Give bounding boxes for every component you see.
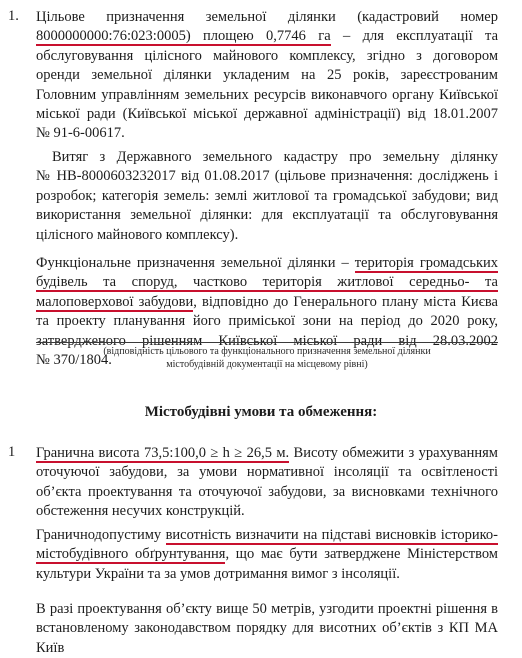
text-line: та проекту планування його приміської зони на період до 2020 року, xyxy=(36,313,498,330)
text-line: використання земельної ділянки: для експлуатації та обслуговування xyxy=(36,207,498,224)
historical-justification-highlight: висотність визначити на підставі висновків історико- xyxy=(165,527,498,543)
text-line: 8000000000:76:023:0005) площею 0,7746 га – для експлуатації та xyxy=(36,28,499,45)
text-line: Гранична висота 73,5:100,0 ≥ h ≥ 26,5 м. Висоту обмежити з урахуванням xyxy=(36,445,498,461)
text-line: містобудівного обґрунтування, що має бути затверджене Міністерством xyxy=(36,546,498,563)
functional-zone-highlight: малоповерхової забудови xyxy=(36,293,194,310)
text-line: Головним управлінням земельних ресурсів виконавчого органу Київської xyxy=(36,86,498,103)
text-line: малоповерхової забудови, відповідно до Генерального плану міста Києва xyxy=(36,293,498,310)
text-line: оренди земельної ділянки укладеним на 25 років, зареєстрованим xyxy=(36,67,498,84)
text-line: Витяг з Державного земельного кадастру про земельну ділянку xyxy=(52,149,498,165)
text-line: № 91-6-00617. xyxy=(36,125,125,142)
text-line: обслуговування цілісного майнового комплексу, згідно з договором xyxy=(36,47,498,64)
text-line: № 370/1804. xyxy=(36,351,112,368)
functional-zone-highlight: територія громадських xyxy=(354,255,499,271)
text-line: об’єкта проектування та оточуючої забудови, за висновками технічного xyxy=(36,483,498,500)
paragraph-high-rise xyxy=(36,600,498,656)
text-line: оточуючої забудови, за умови нормативної інсоляції та освітленості xyxy=(36,464,498,481)
text-line: розробок; категорія земель: землі житлової та громадської забудови; вид xyxy=(36,187,498,204)
cadastral-area-highlight: 8000000000:76:023:0005) площею 0,7746 га xyxy=(36,28,331,45)
text-line: обстеження несучих конструкцій. xyxy=(36,503,245,520)
historical-justification-highlight: містобудівного обґрунтування xyxy=(36,546,226,563)
functional-zone-highlight: будівель та споруд, частково територія житлової середньо- та xyxy=(36,274,498,291)
paragraph-height-limit xyxy=(36,444,498,522)
text-line: Цільове призначення земельної ділянки (кадастровий номер xyxy=(36,9,498,25)
text-line: В разі проектування об’єкту вище 50 метрів, узгодити проектні рішення в xyxy=(36,601,498,617)
text-line: культури України та за умов дотримання вимог з інсоляції. xyxy=(36,565,400,582)
paragraph-purpose xyxy=(36,8,498,144)
caption xyxy=(36,345,498,371)
item-number: 1 xyxy=(8,444,16,460)
section-heading: Містобудівні умови та обмеження: xyxy=(144,404,378,420)
text-line: Граничнодопустиму висотність визначити на підставі висновків історико- xyxy=(36,527,498,543)
text-line: встановленому законодавством порядку для висотних об’єктів з КП МА Київ xyxy=(36,620,498,656)
text-line xyxy=(36,273,498,292)
text-line: Функціональне призначення земельної ділянки – територія громадських xyxy=(36,255,499,271)
text-line: міської ради (Київської міської державної адміністрації) від 18.01.2007 xyxy=(36,105,498,122)
caption-line: (відповідність цільового та функціонального призначення земельної ділянки xyxy=(103,346,431,357)
caption-line: містобудівній документації на місцевому рівні) xyxy=(166,359,368,370)
text-line: затвердженого рішенням Київської міської ради від 28.03.2002 xyxy=(36,332,498,349)
paragraph-max-height xyxy=(36,526,498,584)
item-number: 1. xyxy=(8,8,19,24)
paragraph-cadastre-extract xyxy=(36,148,498,245)
text-line: цілісного майнового комплексу). xyxy=(36,226,239,243)
height-limit-highlight: Гранична висота 73,5:100,0 ≥ h ≥ 26,5 м. xyxy=(36,445,290,461)
divider-line xyxy=(36,342,498,343)
text-line: № НВ-8000603232017 від 01.08.2017 (цільове призначення: досліджень і xyxy=(36,168,498,185)
